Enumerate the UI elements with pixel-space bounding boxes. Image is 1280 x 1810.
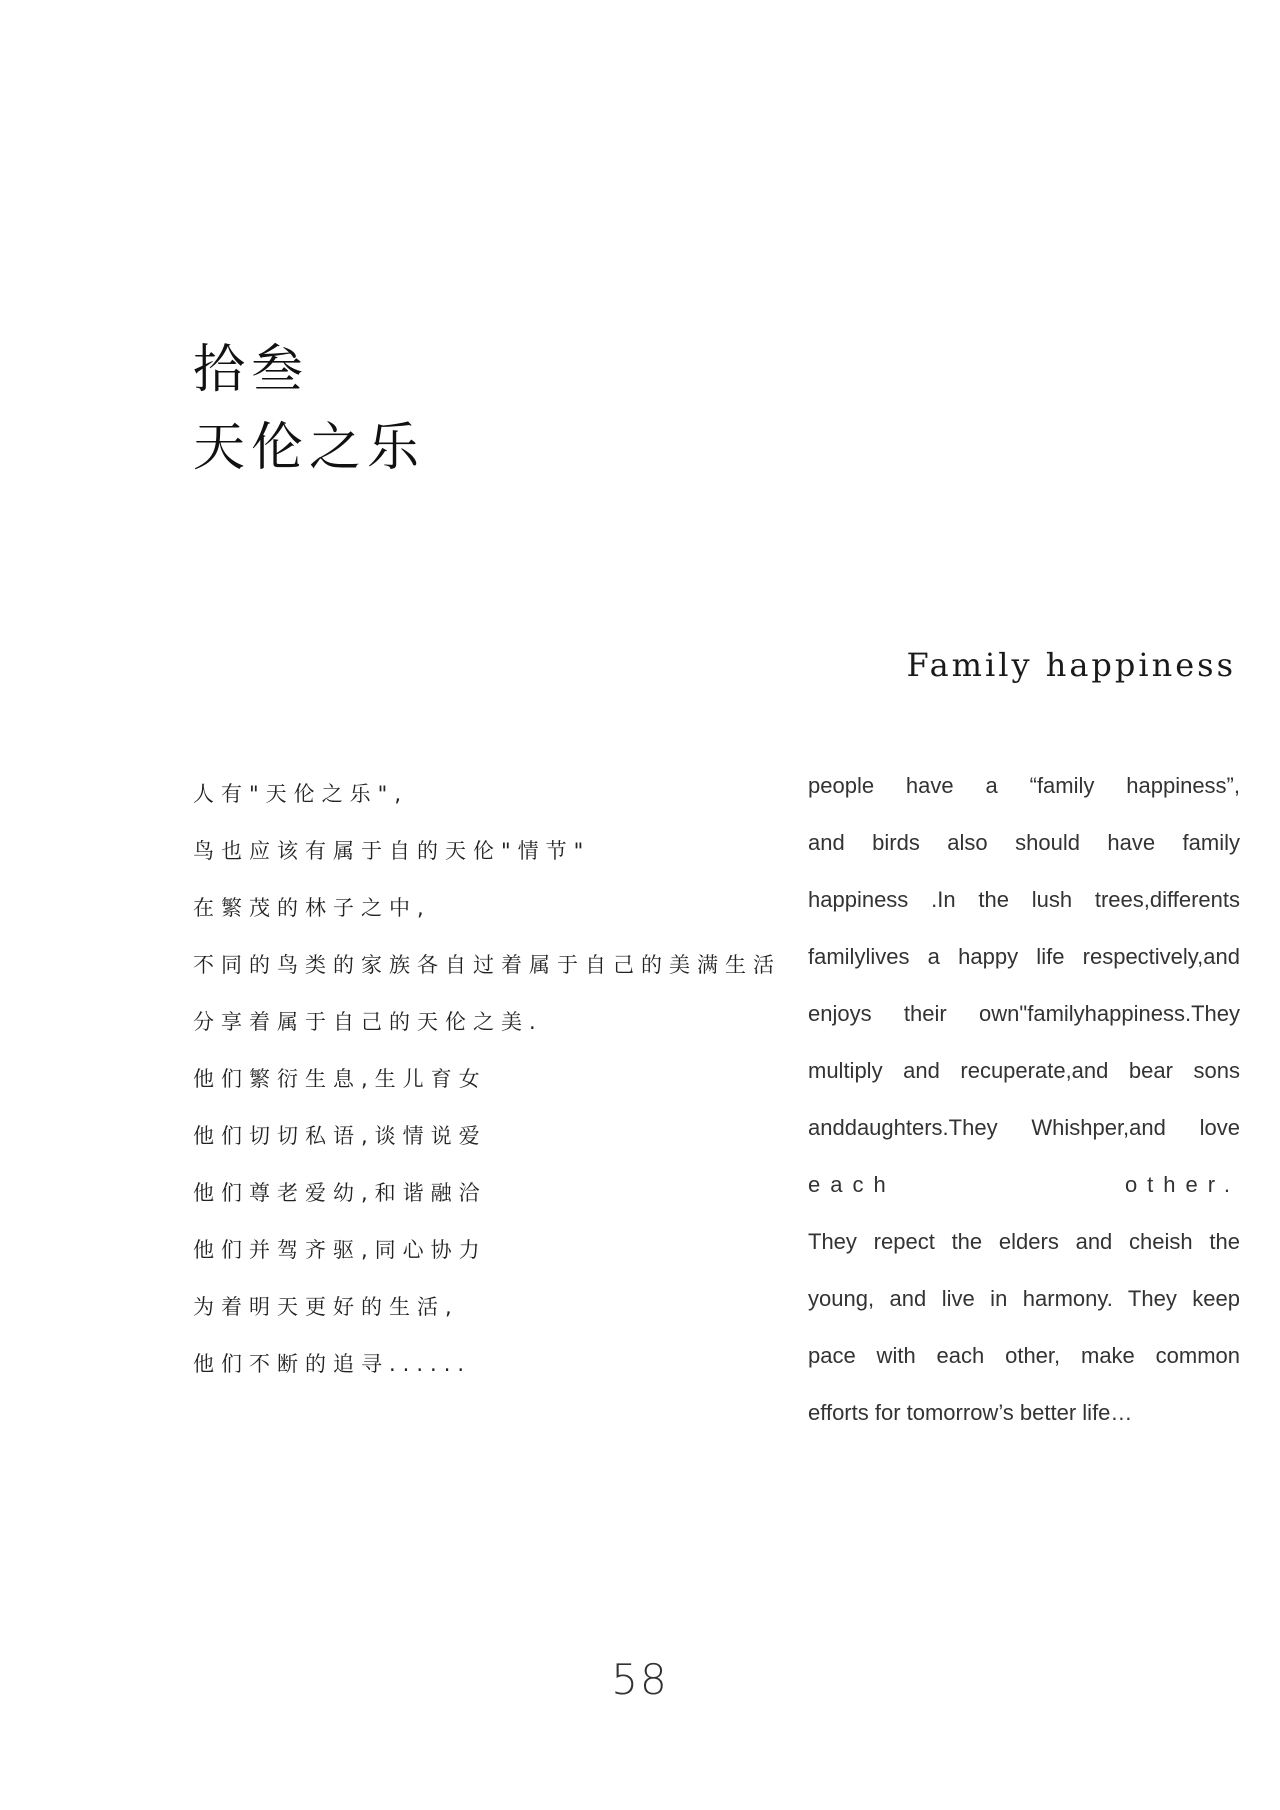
chapter-number: 拾叁: [193, 340, 310, 400]
chinese-text-line: 他们并驾齐驱,同心协力: [193, 1238, 487, 1262]
english-text-line: and birds also should have family: [808, 830, 1240, 855]
chinese-text-line: 鸟也应该有属于自的天伦"情节": [193, 839, 591, 863]
chinese-text-line: 人有"天伦之乐",: [193, 782, 408, 806]
english-text-line: They repect the elders and cheish the: [808, 1229, 1240, 1254]
chinese-text-line: 在繁茂的林子之中,: [193, 896, 431, 920]
chinese-text-column: [193, 766, 793, 1393]
page-number: 58: [611, 1655, 669, 1704]
english-text-line: familylives a happy life respectively,and: [808, 944, 1240, 969]
chinese-text-line: 他们不断的追寻......: [193, 1352, 472, 1376]
english-text-column: [808, 757, 1240, 1441]
english-text-line: enjoys their own"familyhappiness.They: [808, 1001, 1240, 1026]
chinese-text-line: 不同的鸟类的家族各自过着属于自己的美满生活: [193, 953, 781, 977]
english-text-line: pace with each other, make common: [808, 1343, 1240, 1368]
english-text-line: efforts for tomorrow’s better life…: [808, 1400, 1133, 1425]
chinese-text-line: 他们切切私语,谈情说爱: [193, 1124, 487, 1148]
english-text-line: people have a “family happiness”,: [808, 773, 1240, 798]
english-text-line: each other.: [808, 1172, 1240, 1197]
chinese-text-line: 他们繁衍生息,生儿育女: [193, 1067, 487, 1091]
chapter-title: 天伦之乐: [193, 418, 426, 478]
chinese-text-line: 分享着属于自己的天伦之美.: [193, 1010, 543, 1034]
english-text-line: young, and live in harmony. They keep: [808, 1286, 1240, 1311]
english-text-line: anddaughters.They Whishper,and love: [808, 1115, 1240, 1140]
english-text-line: multiply and recuperate,and bear sons: [808, 1058, 1240, 1083]
chinese-text-line: 为着明天更好的生活,: [193, 1295, 459, 1319]
chinese-text-line: 他们尊老爱幼,和谐融洽: [193, 1181, 487, 1205]
english-title: Family happiness: [906, 646, 1236, 684]
english-text-line: happiness .In the lush trees,differents: [808, 887, 1240, 912]
